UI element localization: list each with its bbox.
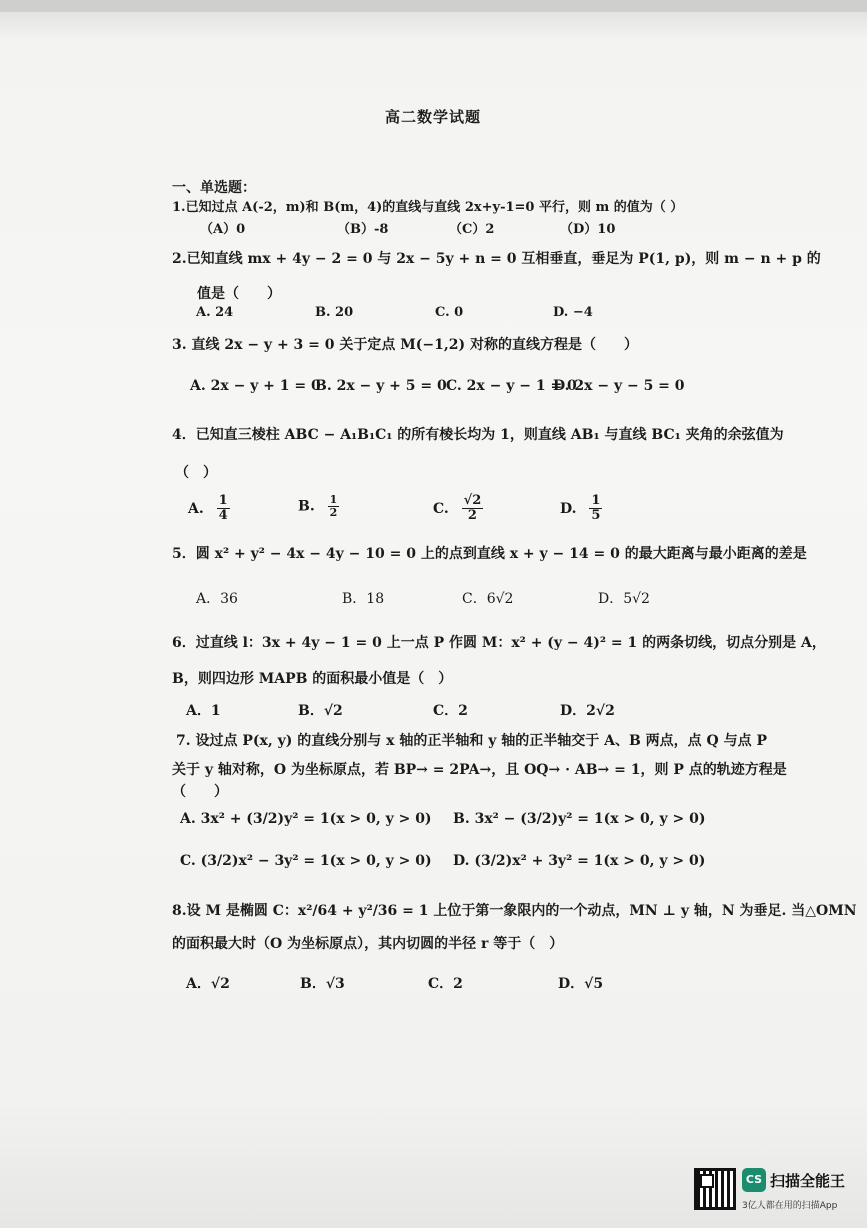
question-6-stem-line-1: 6．过直线 l：3x + 4y − 1 = 0 上一点 P 作圆 M：x² + (y − 4)² = 1 的两条切线，切点分别是 A， xyxy=(172,635,826,651)
question-7-stem-line-1: 7. 设过点 P(x, y) 的直线分别与 x 轴的正半轴和 y 轴的正半轴交于 A、B 两点，点 Q 与点 P xyxy=(176,733,768,749)
q2-option-d: D. −4 xyxy=(553,305,593,320)
q4-option-d-fraction xyxy=(589,494,602,524)
q5-option-c: C．6√2 xyxy=(462,591,514,607)
q6-option-c: C．2 xyxy=(433,703,468,719)
section-heading: 一、单选题： xyxy=(172,180,256,196)
q4-a-denominator: 4 xyxy=(218,508,228,524)
question-2-stem-line-1: 2.已知直线 mx + 4y − 2 = 0 与 2x − 5y + n = 0 互相垂直，垂足为 P(1, p)，则 m − n + p 的 xyxy=(172,251,821,267)
q8-option-d: D．√5 xyxy=(558,976,604,992)
q4-d-numerator: 1 xyxy=(591,493,601,508)
q7-option-b: B. 3x² − (3/2)y² = 1(x > 0, y > 0) xyxy=(453,811,706,827)
q4-option-c-label: C. xyxy=(433,500,449,517)
question-1-stem: 1.已知过点 A(-2，m)和 B(m，4)的直线与直线 2x+y-1=0 平行，则 m 的值为（ ） xyxy=(172,200,684,215)
q4-option-a-fraction xyxy=(217,494,230,524)
question-7-stem-line-3: （ ） xyxy=(172,784,228,800)
q4-option-a xyxy=(188,494,230,524)
q5-option-a: A．36 xyxy=(196,591,238,607)
q6-option-d: D．2√2 xyxy=(560,703,615,719)
q4-d-denominator: 5 xyxy=(591,508,601,524)
q3-option-c: C. 2x − y − 1 = 0 xyxy=(446,378,577,394)
q4-a-numerator: 1 xyxy=(218,493,228,508)
question-2-stem-line-2: 值是（ ） xyxy=(197,286,281,302)
q7-option-d: D. (3/2)x² + 3y² = 1(x > 0, y > 0) xyxy=(453,853,706,869)
q1-option-b: （B）-8 xyxy=(337,222,389,237)
q2-option-a: A. 24 xyxy=(196,305,234,320)
q4-option-d xyxy=(560,494,602,524)
q4-option-c-fraction xyxy=(462,494,484,524)
q8-option-a: A．√2 xyxy=(186,976,230,992)
q1-option-d: （D）10 xyxy=(560,222,616,237)
q4-option-b-fraction xyxy=(328,494,340,519)
q5-option-b: B．18 xyxy=(342,591,385,607)
q5-option-d: D．5√2 xyxy=(598,591,650,607)
q7-option-a: A. 3x² + (3/2)y² = 1(x > 0, y > 0) xyxy=(180,811,432,827)
qr-code-icon xyxy=(694,1168,736,1210)
q7-option-c: C. (3/2)x² − 3y² = 1(x > 0, y > 0) xyxy=(180,853,432,869)
q4-option-b xyxy=(298,494,339,519)
q6-option-a: A．1 xyxy=(186,703,221,719)
question-8-stem-line-2: 的面积最大时（O 为坐标原点），其内切圆的半径 r 等于（ ） xyxy=(172,936,564,952)
scan-edge xyxy=(0,0,867,12)
question-4-stem-line-2: （ ） xyxy=(175,465,217,481)
q8-option-c: C．2 xyxy=(428,976,463,992)
q3-option-b: B. 2x − y + 5 = 0 xyxy=(315,378,447,394)
q4-option-c xyxy=(433,494,483,524)
question-7-stem-line-2: 关于 y 轴对称，O 为坐标原点，若 BP→ = 2PA→，且 OQ→ · AB→ = 1，则 P 点的轨迹方程是 xyxy=(172,762,787,778)
q2-option-c: C. 0 xyxy=(435,305,464,320)
q8-option-b: B．√3 xyxy=(300,976,345,992)
q4-option-d-label: D. xyxy=(560,500,577,517)
page-title: 高二数学试题 xyxy=(385,108,482,126)
question-6-stem-line-2: B，则四边形 MAPB 的面积最小值是（ ） xyxy=(172,671,453,687)
q4-c-denominator: 2 xyxy=(467,508,477,524)
q3-option-d: D. 2x − y − 5 = 0 xyxy=(553,378,685,394)
q2-option-b: B. 20 xyxy=(315,305,354,320)
q4-b-numerator: 1 xyxy=(329,493,338,506)
question-3-stem: 3. 直线 2x − y + 3 = 0 关于定点 M(−1,2) 对称的直线方程是（ ） xyxy=(172,337,638,353)
q4-b-denominator: 2 xyxy=(329,506,338,520)
q4-option-b-label: B. xyxy=(298,498,315,515)
camscanner-app-name: 扫描全能王 xyxy=(770,1172,846,1190)
camscanner-logo: CS xyxy=(742,1168,766,1192)
q1-option-c: （C）2 xyxy=(449,222,495,237)
question-5-stem: 5．圆 x² + y² − 4x − 4y − 10 = 0 上的点到直线 x + y − 14 = 0 的最大距离与最小距离的差是 xyxy=(172,546,807,562)
q1-option-a: （A）0 xyxy=(200,222,246,237)
q3-option-a: A. 2x − y + 1 = 0 xyxy=(190,378,321,394)
q6-option-b: B．√2 xyxy=(298,703,343,719)
q4-c-numerator: √2 xyxy=(463,493,482,508)
q4-option-a-label: A. xyxy=(188,500,204,517)
question-8-stem-line-1: 8.设 M 是椭圆 C：x²/64 + y²/36 = 1 上位于第一象限内的一个动点，MN ⊥ y 轴，N 为垂足. 当△OMN xyxy=(172,903,857,919)
question-4-stem-line-1: 4．已知直三棱柱 ABC − A₁B₁C₁ 的所有棱长均为 1，则直线 AB₁ 与直线 BC₁ 夹角的余弦值为 xyxy=(172,427,784,443)
camscanner-slogan: 3亿人都在用的扫描App xyxy=(742,1201,838,1211)
